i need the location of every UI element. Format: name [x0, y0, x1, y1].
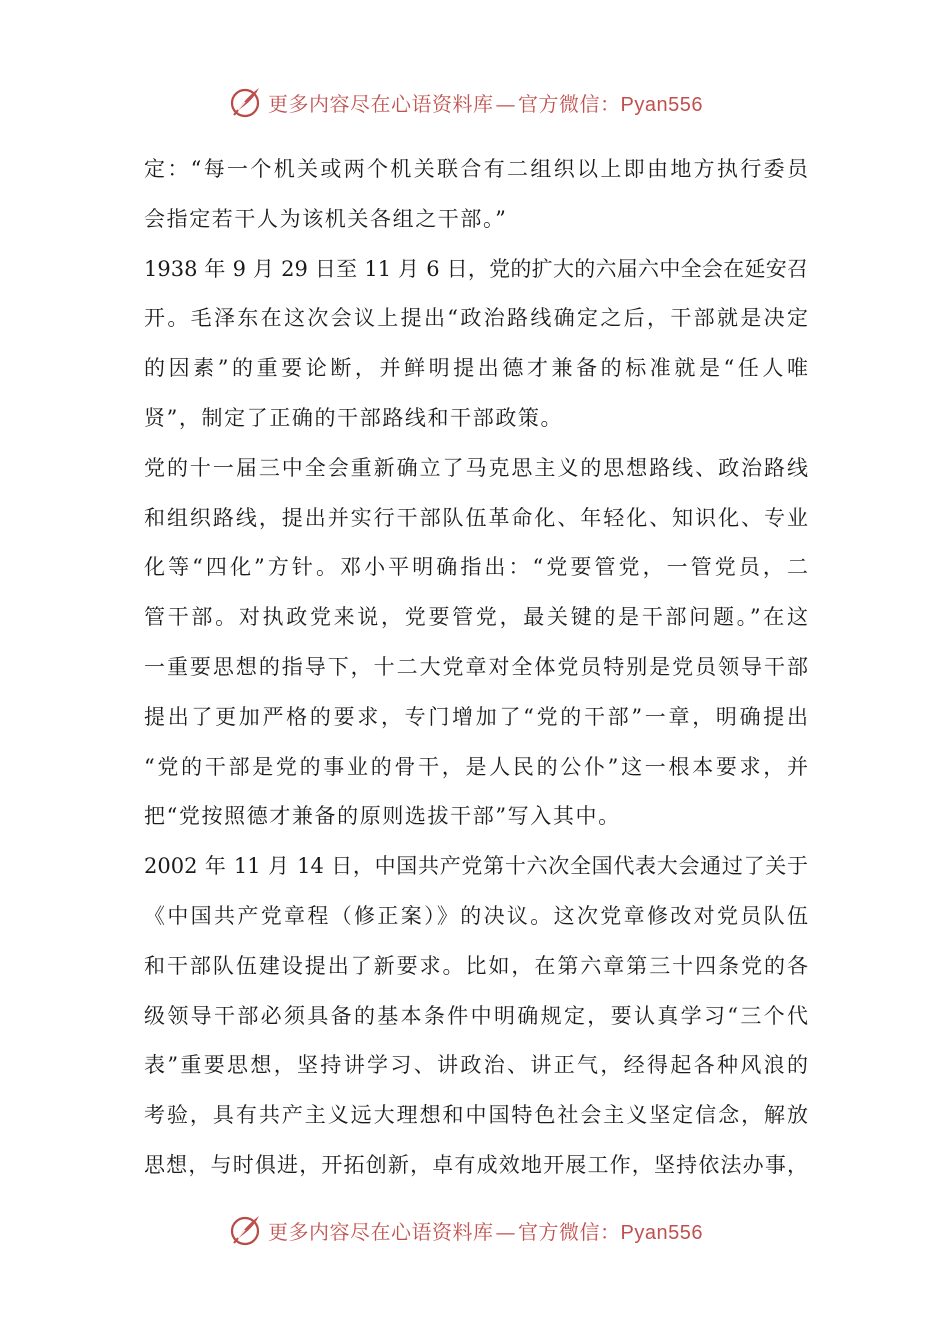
text-line: 提出了更加严格的要求，专门增加了“党的干部”一章，明确提出	[144, 704, 808, 729]
document-body	[144, 145, 808, 1191]
footer-wechat-id: Pyan556	[620, 1221, 703, 1244]
text-line: 的因素”的重要论断，并鲜明提出德才兼备的标准就是“任人唯	[144, 356, 808, 381]
quill-logo-icon	[228, 84, 264, 120]
text-line: 《中国共产党章程（修正案）》的决议。这次党章修改对党员队伍	[144, 903, 808, 928]
text-line: 贤”，制定了正确的干部路线和干部政策。	[144, 405, 564, 430]
text-line: 思想，与时俱进，开拓创新，卓有成效地开展工作，坚持依法办事，	[144, 1152, 808, 1177]
text-line: 考验，具有共产主义远大理想和中国特色社会主义坚定信念，解放	[144, 1103, 808, 1128]
text-line: 表”重要思想，坚持讲学习、讲政治、讲正气，经得起各种风浪的	[144, 1053, 808, 1078]
header-wechat-id: Pyan556	[620, 93, 703, 116]
footer-banner-text	[268, 1216, 703, 1245]
text-line: 把“党按照德才兼备的原则选拔干部”写入其中。	[144, 804, 621, 829]
header-separator: —	[495, 91, 516, 116]
text-line: 会指定若干人为该机关各组之干部。”	[144, 206, 508, 231]
text-line: 1938 年 9 月 29 日至 11 月 6 日，党的扩大的六届六中全会在延安召	[144, 256, 808, 281]
quill-logo-icon	[228, 1212, 264, 1248]
footer-brand: 更多内容尽在心语资料库	[268, 1219, 494, 1244]
text-line: 2002 年 11 月 14 日，中国共产党第十六次全国代表大会通过了关于	[144, 854, 808, 879]
header-banner-text	[268, 88, 703, 117]
footer-wechat-label: 官方微信：	[518, 1219, 621, 1244]
text-line: 定：“每一个机关或两个机关联合有二组织以上即由地方执行委员	[144, 157, 808, 181]
text-line: 化等“四化”方针。邓小平明确指出：“党要管党，一管党员，二	[144, 555, 808, 580]
text-line: “党的干部是党的事业的骨干，是人民的公仆”这一根本要求，并	[144, 754, 808, 779]
text-line: 级领导干部必须具备的基本条件中明确规定，要认真学习“三个代	[144, 1003, 808, 1028]
header-wechat-label: 官方微信：	[518, 91, 621, 116]
text-line: 和组织路线，提出并实行干部队伍革命化、年轻化、知识化、专业	[144, 505, 808, 530]
text-line: 党的十一届三中全会重新确立了马克思主义的思想路线、政治路线	[144, 455, 808, 480]
footer-banner	[228, 1210, 748, 1250]
header-brand: 更多内容尽在心语资料库	[268, 91, 494, 116]
text-line: 和干部队伍建设提出了新要求。比如，在第六章第三十四条党的各	[144, 953, 808, 978]
text-line: 管干部。对执政党来说，党要管党，最关键的是干部问题。”在这	[144, 605, 808, 630]
footer-separator: —	[495, 1219, 516, 1244]
text-line: 一重要思想的指导下，十二大党章对全体党员特别是党员领导干部	[144, 654, 808, 679]
header-banner	[228, 82, 748, 122]
text-line: 开。毛泽东在这次会议上提出“政治路线确定之后，干部就是决定	[144, 306, 808, 331]
